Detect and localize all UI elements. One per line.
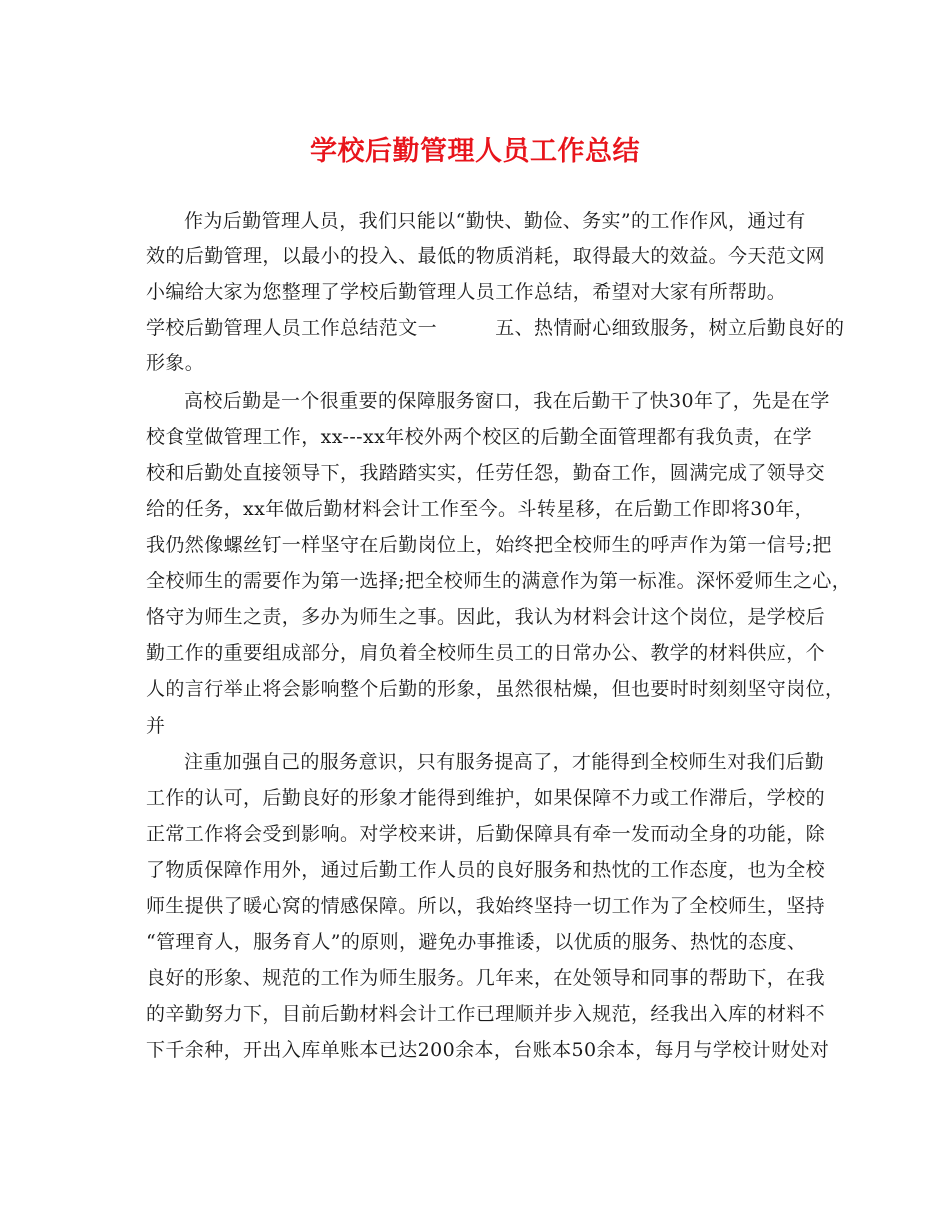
paragraph-line: 师生提供了暖心窝的情感保障。所以，我始终坚持一切工作为了全校师生，坚持 [146,895,826,917]
paragraph-line: 并 [146,715,166,737]
paragraph-line: 下千余种，开出入库单账本已达200余本，台账本50余本，每月与学校计财处对 [146,1039,830,1061]
paragraph-line: 注重加强自己的服务意识，只有服务提高了，才能得到全校师生对我们后勤 [184,751,825,773]
paragraph-line: 勤工作的重要组成部分，肩负着全校师生员工的日常办公、教学的材料供应，个 [146,642,826,664]
paragraph-line: 的辛勤努力下，目前后勤材料会计工作已理顺并步入规范，经我出入库的材料不 [146,1003,826,1025]
paragraph-line: 了物质保障作用外，通过后勤工作人员的良好服务和热忱的工作态度，也为全校 [146,859,826,881]
paragraph-line: 工作的认可，后勤良好的形象才能得到维护，如果保障不力或工作滞后，学校的 [146,787,826,809]
paragraph-line: 恪守为师生之责，多办为师生之事。因此，我认为材料会计这个岗位，是学校后 [146,606,826,628]
paragraph-line: 人的言行举止将会影响整个后勤的形象，虽然很枯燥，但也要时时刻刻坚守岗位， [146,678,845,700]
paragraph-line: 校食堂做管理工作，xx---xx年校外两个校区的后勤全面管理都有我负责，在学 [146,426,812,448]
paragraph-line: 小编给大家为您整理了学校后勤管理人员工作总结，希望对大家有所帮助。 [146,281,787,303]
paragraph-line: 形象。 [146,352,205,374]
paragraph-line: 我仍然像螺丝钉一样坚守在后勤岗位上，始终把全校师生的呼声作为第一信号;把 [146,534,832,556]
paragraph-line: 高校后勤是一个很重要的保障服务窗口，我在后勤干了快30年了，先是在学 [184,390,830,412]
paragraph-line: 学校后勤管理人员工作总结范文一 五、热情耐心细致服务，树立后勤良好的 [146,317,845,339]
paragraph-line: 作为后勤管理人员，我们只能以“勤快、勤俭、务实”的工作作风，通过有 [184,210,806,232]
document-title: 学校后勤管理人员工作总结 [310,136,640,167]
paragraph-line: 正常工作将会受到影响。对学校来讲，后勤保障具有牵一发而动全身的功能，除 [146,823,826,845]
paragraph-line: 效的后勤管理，以最小的投入、最低的物质消耗，取得最大的效益。今天范文网 [146,245,826,267]
paragraph-line: 校和后勤处直接领导下，我踏踏实实，任劳任怨，勤奋工作，圆满完成了领导交 [146,462,826,484]
paragraph-line: 给的任务，xx年做后勤材料会计工作至今。斗转星移，在后勤工作即将30年， [146,498,815,520]
paragraph-line: “管理育人，服务育人”的原则，避免办事推诿，以优质的服务、热忱的态度、 [146,931,807,953]
paragraph-line: 全校师生的需要作为第一选择;把全校师生的满意作为第一标准。深怀爱师生之心， [146,570,852,592]
paragraph-line: 良好的形象、规范的工作为师生服务。几年来，在处领导和同事的帮助下，在我 [146,967,826,989]
